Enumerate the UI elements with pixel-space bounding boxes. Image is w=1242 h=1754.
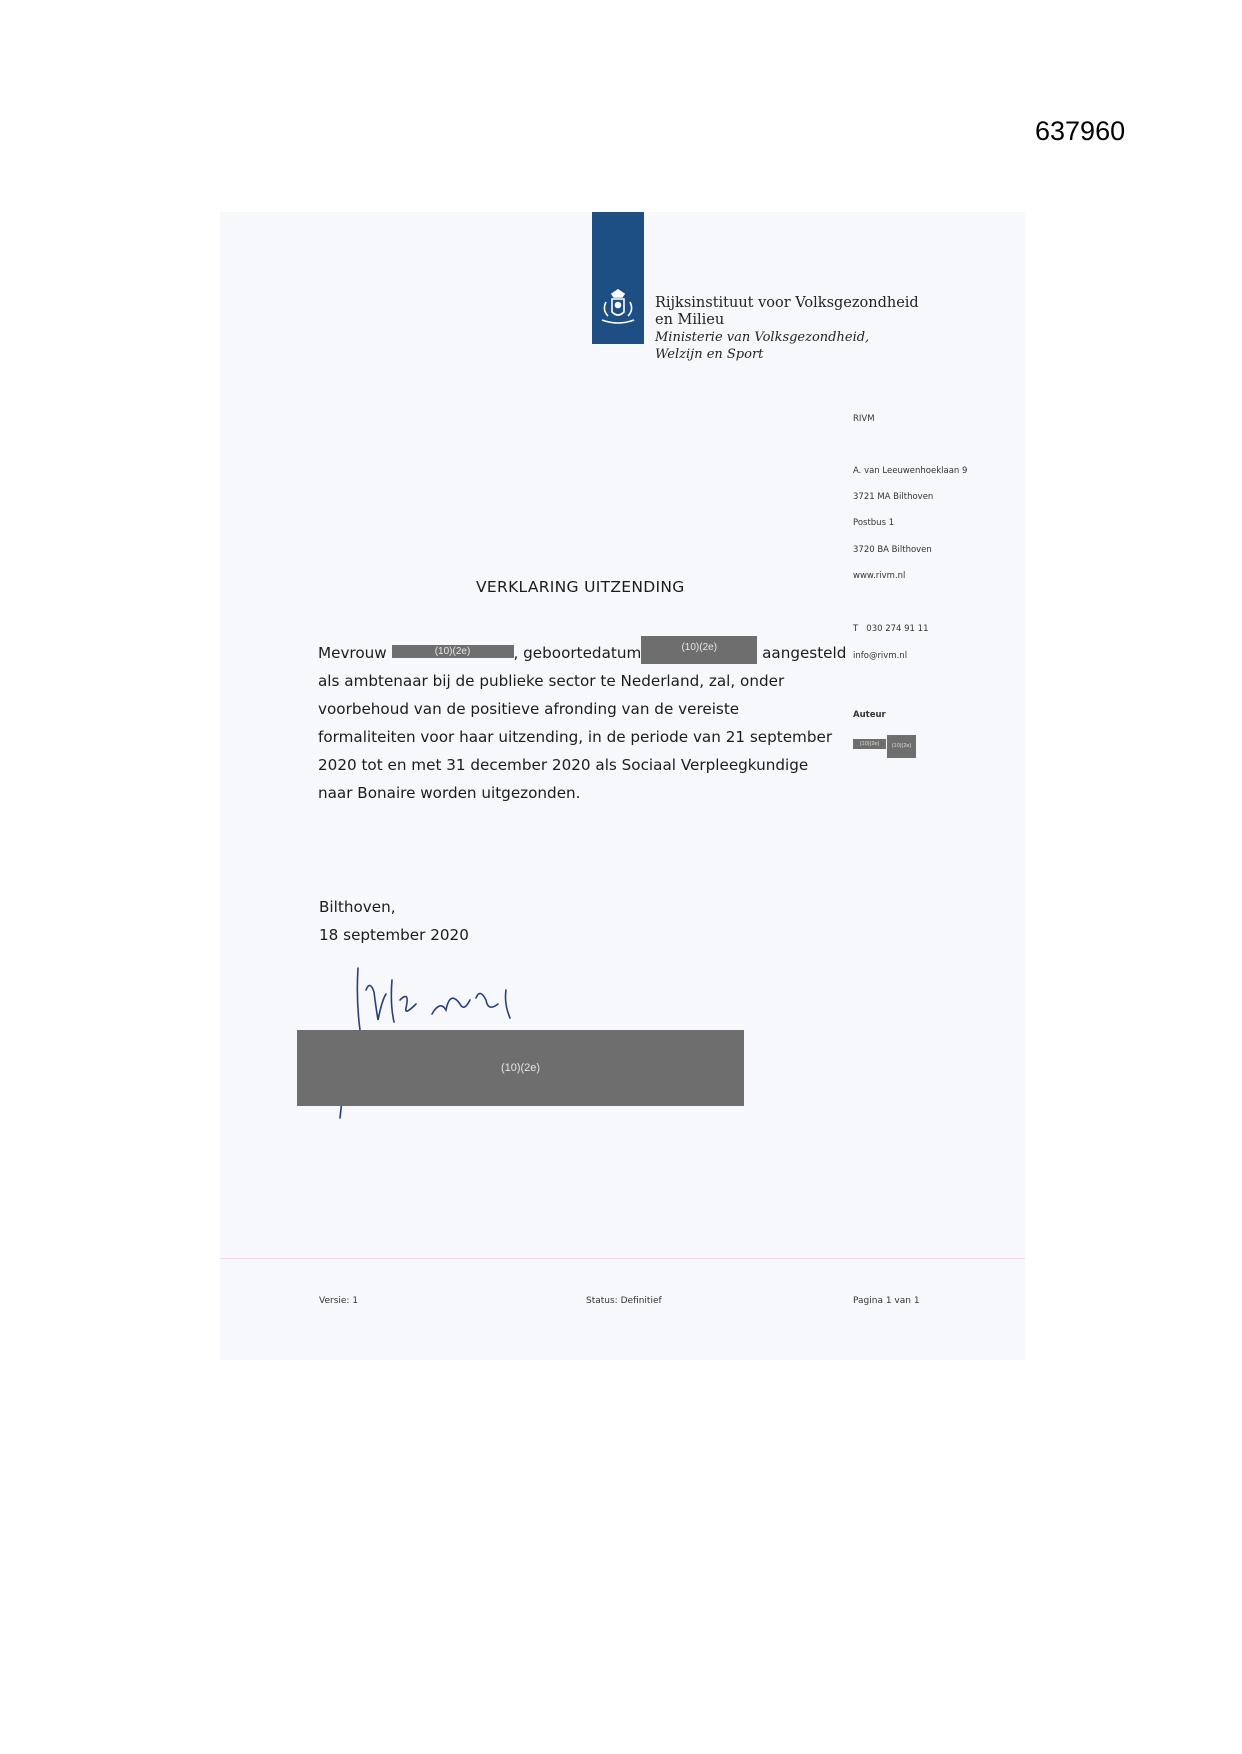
sidebar-email: info@rivm.nl bbox=[853, 651, 908, 661]
org-line-1: Rijksinstituut voor Volksgezondheid bbox=[655, 295, 919, 311]
name-redaction: (10)(2e) bbox=[392, 645, 514, 658]
signature-redaction: (10)(2e) bbox=[297, 1030, 744, 1106]
closing-date: 18 september 2020 bbox=[319, 926, 469, 944]
sidebar-postbus: Postbus 1 bbox=[853, 518, 895, 528]
dob-redaction: (10)(2e) bbox=[641, 636, 757, 664]
sidebar-org-short: RIVM bbox=[853, 414, 875, 424]
organization-name bbox=[655, 295, 919, 363]
sidebar-address-3: 3720 BA Bilthoven bbox=[853, 545, 932, 555]
body-line-3: voorbehoud van de positieve afronding van de vereiste bbox=[318, 700, 740, 718]
ministry-line-1: Ministerie van Volksgezondheid, bbox=[655, 330, 870, 345]
body-text: , geboortedatum bbox=[513, 644, 642, 662]
sidebar-phone: T 030 274 91 11 bbox=[853, 624, 929, 634]
coat-of-arms-icon bbox=[598, 288, 638, 328]
body-line-4: formaliteiten voor haar uitzending, in de periode van 21 september bbox=[318, 728, 833, 746]
sidebar-author-label: Auteur bbox=[853, 710, 886, 720]
closing-place: Bilthoven, bbox=[319, 898, 396, 916]
author-redaction-a: (10)(2e) bbox=[853, 739, 886, 749]
footer-status: Status: Definitief bbox=[586, 1296, 662, 1306]
body-line-5: 2020 tot en met 31 december 2020 als Sociaal Verpleegkundige bbox=[318, 756, 809, 774]
document-title: VERKLARING UITZENDING bbox=[476, 578, 685, 596]
footer-divider bbox=[220, 1258, 1025, 1259]
body-line-1 bbox=[318, 639, 848, 667]
sidebar-address-2: 3721 MA Bilthoven bbox=[853, 492, 934, 502]
footer-page: Pagina 1 van 1 bbox=[853, 1296, 920, 1306]
footer-version: Versie: 1 bbox=[319, 1296, 359, 1306]
org-line-2: en Milieu bbox=[655, 312, 725, 328]
body-text: aangesteld bbox=[762, 644, 847, 662]
ministry-line-2: Welzijn en Sport bbox=[655, 347, 764, 362]
sidebar-address-1: A. van Leeuwenhoeklaan 9 bbox=[853, 466, 968, 476]
body-text: Mevrouw bbox=[318, 644, 392, 662]
author-redaction-b: (10)(2e) bbox=[887, 735, 916, 758]
closing-block bbox=[319, 893, 469, 949]
document-number: 637960 bbox=[1035, 116, 1126, 146]
letter-body bbox=[318, 639, 848, 807]
sidebar-website: www.rivm.nl bbox=[853, 571, 906, 581]
body-line-6: naar Bonaire worden uitgezonden. bbox=[318, 784, 581, 802]
body-line-2: als ambtenaar bij de publieke sector te Nederland, zal, onder bbox=[318, 672, 785, 690]
